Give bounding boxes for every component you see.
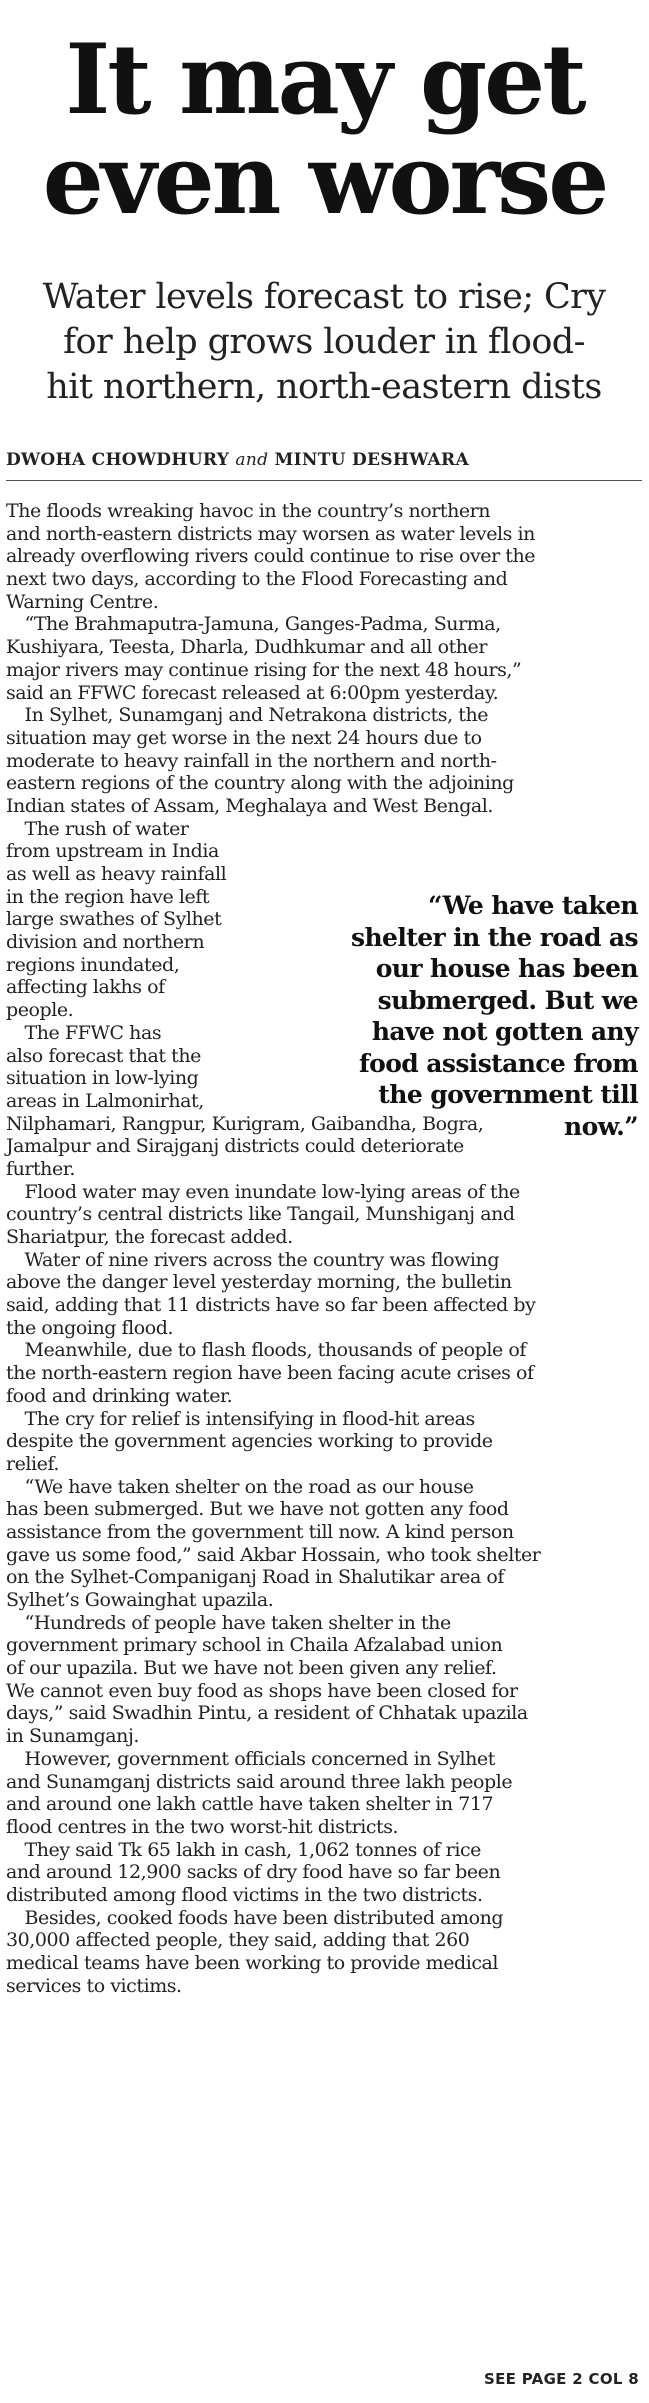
body-line: on the Sylhet-Companiganj Road in Shalutikar area of xyxy=(6,1566,504,1589)
body-line: distributed among flood victims in the two districts. xyxy=(6,1883,483,1906)
byline xyxy=(6,448,642,481)
body-line: Indian states of Assam, Meghalaya and West Bengal. xyxy=(6,794,494,817)
pull-quote xyxy=(310,890,638,1142)
body-line: Besides, cooked foods have been distributed among xyxy=(6,1906,504,1929)
pull-quote-line: submerged. But we xyxy=(377,985,638,1015)
body-line: food and drinking water. xyxy=(6,1384,233,1407)
body-line: next two days, according to the Flood Forecasting and xyxy=(6,568,508,591)
body-line: The FFWC has xyxy=(6,1021,162,1044)
body-line: Sylhet’s Gowainghat upazila. xyxy=(6,1589,274,1611)
body-line: and north-eastern districts may worsen as water levels in xyxy=(6,522,535,545)
body-line: the north-eastern region have been facing acute crises of xyxy=(6,1362,534,1385)
body-line: large swathes of Sylhet xyxy=(6,908,222,931)
body-line: The floods wreaking havoc in the country’s northern xyxy=(6,500,491,522)
body-line: services to victims. xyxy=(6,1974,182,1997)
pull-quote-line: our house has been xyxy=(375,954,638,983)
body-line: above the danger level yesterday morning, the bulletin xyxy=(6,1271,512,1294)
body-line: flood centres in the two worst-hit districts. xyxy=(6,1815,399,1838)
body-line: Water of nine rivers across the country was flowing xyxy=(6,1248,500,1271)
subheadline-line: hit northern, north-eastern dists xyxy=(46,367,602,407)
body-line: also forecast that the xyxy=(6,1044,201,1067)
subheadline-line: Water levels forecast to rise; Cry xyxy=(42,277,606,317)
body-line: regions inundated, xyxy=(6,953,180,976)
body-line: Jamalpur and Sirajganj districts could deteriorate xyxy=(6,1135,464,1158)
body-line: further. xyxy=(6,1157,75,1180)
pull-quote-line: the government till xyxy=(378,1080,638,1109)
body-line: division and northern xyxy=(6,931,205,954)
pull-quote-line: shelter in the road as xyxy=(351,922,638,952)
pull-quote-line: now.” xyxy=(564,1111,638,1141)
body-line: in Sunamganj. xyxy=(6,1725,139,1748)
subheadline-line: for help grows louder in flood- xyxy=(63,322,585,362)
body-line: and around 12,900 sacks of dry food have so far been xyxy=(6,1861,501,1884)
body-line: days,” said Swadhin Pintu, a resident of Chhatak upazila xyxy=(6,1702,528,1725)
body-line: affecting lakhs of xyxy=(6,976,165,999)
body-line: Nilphamari, Rangpur, Kurigram, Gaibandha, Bogra, xyxy=(6,1112,484,1135)
body-line: 30,000 affected people, they said, adding that 260 xyxy=(6,1929,470,1952)
body-line: people. xyxy=(6,999,74,1022)
body-line: said, adding that 11 districts have so far been affected by xyxy=(6,1294,536,1317)
body-line: situation in low-lying xyxy=(6,1067,199,1090)
body-line: major rivers may continue rising for the next 48 hours,” xyxy=(6,658,522,681)
body-line: Kushiyara, Teesta, Dharla, Dudhkumar and all other xyxy=(6,636,487,659)
body-line: “Hundreds of people have taken shelter in the xyxy=(6,1611,451,1634)
body-line: has been submerged. But we have not gotten any food xyxy=(6,1498,509,1521)
body-line: However, government officials concerned in Sylhet xyxy=(6,1747,495,1770)
body-line: “The Brahmaputra-Jamuna, Ganges-Padma, Surma, xyxy=(6,613,501,636)
byline-joiner: and xyxy=(235,450,269,470)
body-line: medical teams have been working to provide medical xyxy=(6,1952,499,1974)
byline-author: MINTU DESHWARA xyxy=(274,450,469,470)
body-line: The rush of water xyxy=(6,817,189,840)
body-line: moderate to heavy rainfall in the northern and north- xyxy=(6,749,497,772)
body-line: despite the government agencies working to provide xyxy=(6,1430,493,1453)
body-line: from upstream in India xyxy=(6,840,219,863)
body-line: Meanwhile, due to flash floods, thousands of people of xyxy=(6,1339,526,1362)
continuation-note: SEE PAGE 2 COL 8 xyxy=(484,2370,639,2388)
headline xyxy=(0,23,649,236)
body-line: government primary school in Chaila Afzalabad union xyxy=(6,1634,503,1657)
body-line: and around one lakh cattle have taken shelter in 717 xyxy=(6,1793,494,1816)
body-line: Warning Centre. xyxy=(6,590,159,613)
body-line: gave us some food,” said Akbar Hossain, who took shelter xyxy=(6,1543,541,1566)
headline-line: even worse xyxy=(42,123,607,236)
body-line: “We have taken shelter on the road as our house xyxy=(6,1475,474,1498)
pull-quote-line: have not gotten any xyxy=(371,1017,638,1046)
body-line: In Sylhet, Sunamganj and Netrakona districts, the xyxy=(6,704,489,727)
body-line: Shariatpur, the forecast added. xyxy=(6,1226,293,1248)
headline-line: It may get xyxy=(65,23,584,136)
body-line: The cry for relief is intensifying in flood-hit areas xyxy=(6,1407,475,1430)
body-line: as well as heavy rainfall xyxy=(6,863,227,885)
body-line: and Sunamganj districts said around three lakh people xyxy=(6,1770,513,1793)
body-line: already overflowing rivers could continue to rise over the xyxy=(6,545,536,568)
body-line: relief. xyxy=(6,1452,59,1475)
body-line: assistance from the government till now. A kind person xyxy=(6,1520,514,1543)
body-line: areas in Lalmonirhat, xyxy=(6,1089,204,1112)
body-line: country’s central districts like Tangail, Munshiganj and xyxy=(6,1203,515,1226)
subheadline xyxy=(8,275,640,410)
body-line: in the region have left xyxy=(6,885,210,908)
pull-quote-line: food assistance from xyxy=(358,1048,638,1078)
article-body xyxy=(6,500,642,1997)
byline-author: DWOHA CHOWDHURY xyxy=(6,450,230,470)
body-line: said an FFWC forecast released at 6:00pm yesterday. xyxy=(6,681,499,704)
body-line: situation may get worse in the next 24 hours due to xyxy=(6,726,482,749)
pull-quote-line: “We have taken xyxy=(428,891,638,920)
body-line: They said Tk 65 lakh in cash, 1,062 tonnes of rice xyxy=(6,1838,481,1861)
body-line: the ongoing flood. xyxy=(6,1316,174,1339)
body-line: eastern regions of the country along with the adjoining xyxy=(6,772,514,795)
body-line: of our upazila. But we have not been given any relief. xyxy=(6,1657,497,1680)
body-line: Flood water may even inundate low-lying areas of the xyxy=(6,1180,520,1203)
body-line: We cannot even buy food as shops have been closed for xyxy=(6,1679,518,1702)
